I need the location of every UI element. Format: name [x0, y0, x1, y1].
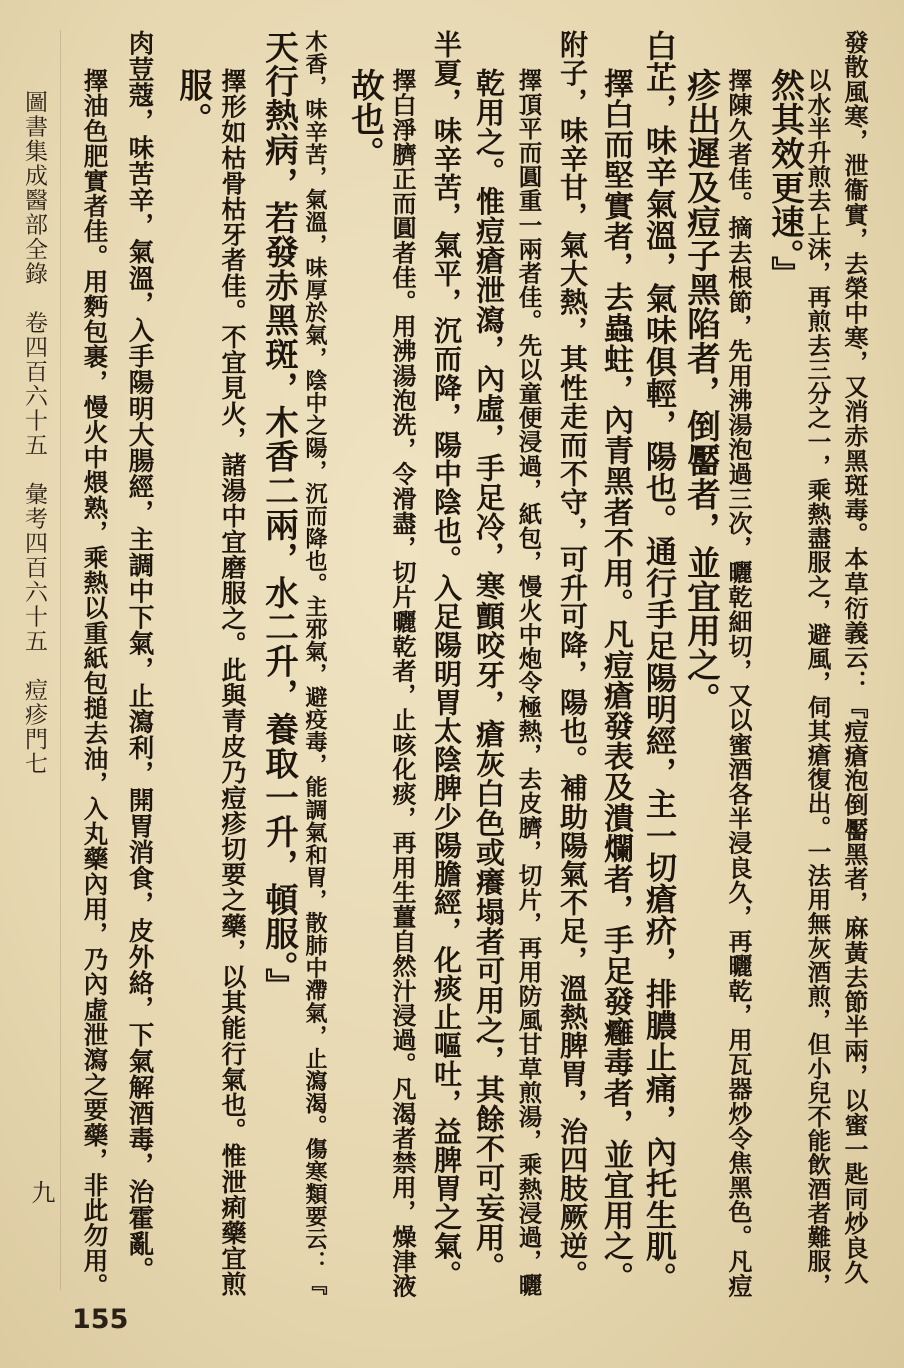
text-column-3: 然其效更速。』	[765, 68, 805, 290]
text-column-10: 乾用之。惟痘瘡泄瀉，內虛，手足冷，寒顫咬牙，瘡灰白色或癢塌者可用之，其餘不可妄用。	[472, 68, 506, 1282]
text-column-13: 故也。	[345, 68, 385, 171]
text-column-17: 服。	[173, 68, 213, 137]
text-column-4: 擇陳久者佳。摘去根節，先用沸湯泡過三次，曬乾細切，又以蜜酒各半浸良久，再曬乾，用瓦器炒令焦黑色。凡痘	[724, 68, 753, 1298]
text-column-8: 附子，味辛甘，氣大熱，其性走而不守，可升可降，陽也。補助陽氣不足，溫熱脾胃，治四肢厥逆。	[556, 30, 589, 1289]
text-column-15: 天行熱病，若發赤黑斑，木香二兩，水二升，養取一升，頓服。』	[259, 30, 299, 1003]
text-column-14: 木香，味辛苦，氣溫，味厚於氣，陰中之陽，沉而降也。主邪氣，避疫毒，能調氣和胃，散肺中滯氣，止瀉渴。傷寒類要云：『	[302, 30, 328, 1296]
text-column-11: 半夏，味辛苦，氣平，沉而降，陽中陰也。入足陽明胃太陰脾少陽膽經，化痰止嘔吐，益脾胃之氣。	[430, 30, 463, 1289]
leaf-number: 九	[27, 1180, 55, 1204]
running-head: 圖書集成醫部全錄 卷四百六十五 彙考四百六十五 痘疹門七	[21, 90, 47, 776]
text-column-2: 以水半升煎去上沫，再煎去三分之一，乘熱盡服之，避風，伺其瘡復出。一法用無灰酒煎，但小兒不能飲酒者難服，	[803, 68, 832, 1298]
text-column-18: 肉荳蔻，味苦辛，氣溫，入手陽明大腸經，主調中下氣，止瀉利，開胃消食，皮外絡，下氣解酒毒，治霍亂。	[124, 30, 155, 1283]
text-column-16: 擇形如枯骨枯牙者佳。不宜見火，諸湯中宜磨服之。此與青皮乃痘疹切要之藥，以其能行氣也。惟泄痢藥宜煎	[218, 68, 247, 1297]
text-column-19: 擇油色肥實者佳。用麪包裹，慢火中煨熟，乘熱以重紙包搥去油，入丸藥內用，乃內虛泄瀉之要藥，非此勿用。	[80, 68, 110, 1298]
text-column-12: 擇白淨臍正而圓者佳。用沸湯泡洗，令滑盡，切片曬乾者，止咳化痰，再用生薑自然汁浸過。凡渴者禁用，燥津液	[388, 68, 417, 1298]
text-column-1: 發散風寒，泄衞實，去榮中寒，又消赤黑斑毒。本草衍義云：『痘瘡泡倒靨黑者，麻黃去節半兩，以蜜一匙同炒良久	[840, 30, 869, 1285]
page-number: 155	[72, 1304, 129, 1335]
text-column-9: 擇頂平而圓重一兩者佳。先以童便浸過，紙包，慢火中炮令極熱，去皮臍，切片，再用防風甘草煎湯，乘熱浸過，曬	[514, 68, 543, 1298]
text-column-7: 擇白而堅實者，去蟲蛀，內青黑者不用。凡痘瘡發表及潰爛者，手足發癰毒者，並宜用之。	[598, 68, 633, 1292]
margin-rule	[60, 30, 61, 1290]
text-column-5: 疹出遲及痘子黑陷者，倒靨者，並宜用之。	[681, 68, 721, 716]
text-column-6: 白芷，味辛氣溫，氣味俱輕，陽也。通行手足陽明經，主一切瘡疥，排膿止痛，內托生肌。	[640, 30, 676, 1294]
